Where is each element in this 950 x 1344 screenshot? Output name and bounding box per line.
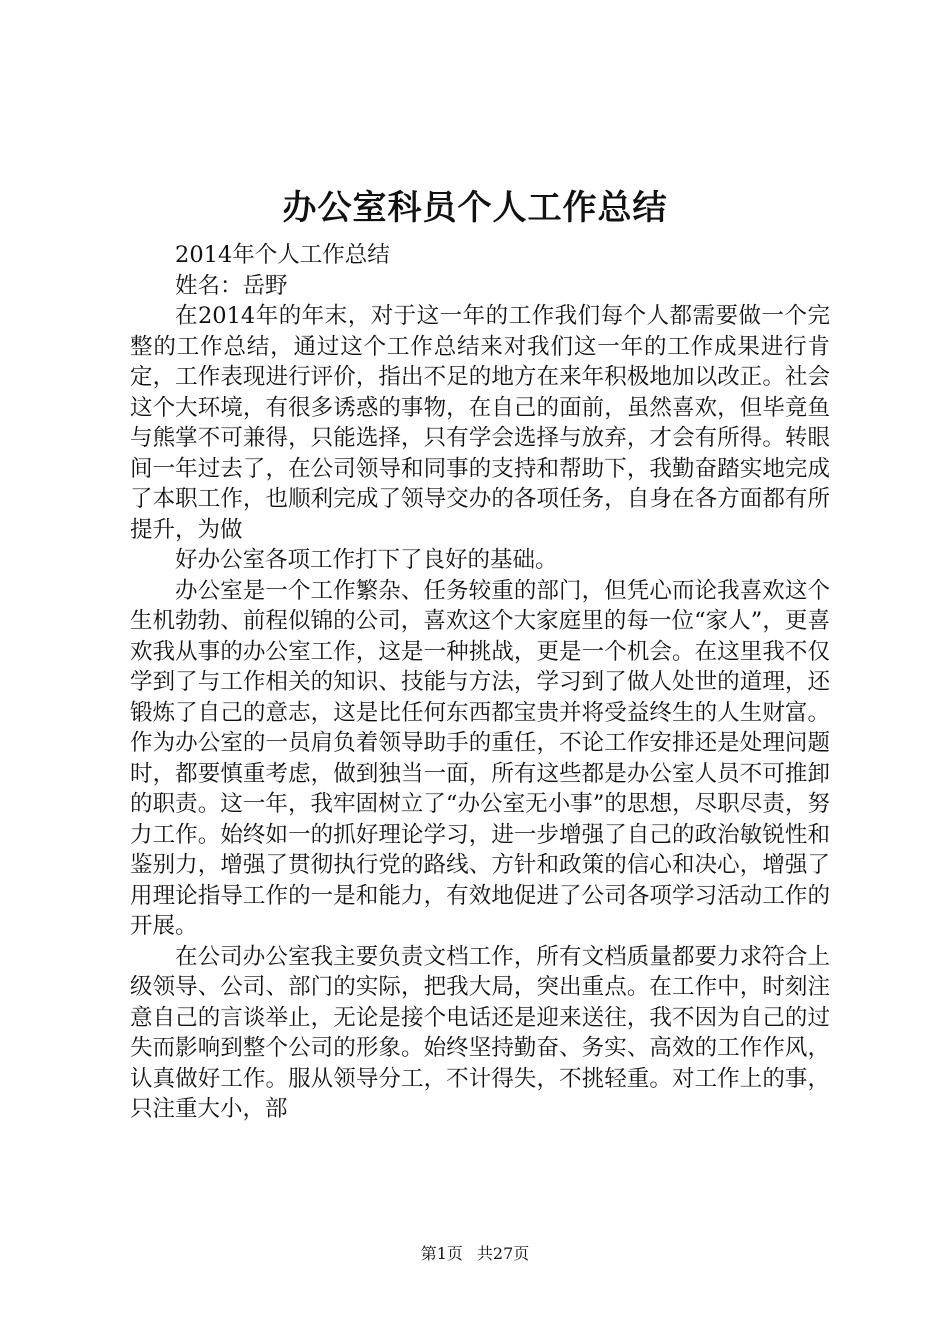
author-name-line: 姓名：岳野 <box>175 272 288 299</box>
subtitle-year-summary: 2014年个人工作总结 <box>175 242 390 268</box>
page-footer <box>0 1243 950 1265</box>
document-body <box>130 240 830 1125</box>
body-paragraph: 办公室是一个工作繁杂、任务较重的部门，但凭心而论我喜欢这个生机勃勃、前程似锦的公司，喜欢这个大家庭里的每一位“家人”，更喜欢我从事的办公室工作，这是一种挑战，更是一个机会。在这里我不仅学到了与工作相关的知识、技能与方法，学习到了做人处世的道理，还锻炼了自己的意志，这是比任何东西都宝贵并将受益终生的人生财富。作为办公室的一员肩负着领导助手的重任，不论工作安排还是处理问题时，都要慎重考虑，做到独当一面，所有这些都是办公室人员不可推卸的职责。这一年，我牢固树立了“办公室无小事”的思想，尽职尽责，努力工作。始终如一的抓好理论学习，进一步增强了自己的政治敏锐性和鉴别力，增强了贯彻执行党的路线、方针和政策的信心和决心，增强了用理论指导工作的一是和能力，有效地促进了公司各项学习活动工作的开展。 <box>130 577 830 939</box>
body-paragraph: 在公司办公室我主要负责文档工作，所有文档质量都要力求符合上级领导、公司、部门的实际，把我大局，突出重点。在工作中，时刻注意自己的言谈举止，无论是接个电话还是迎来送往，我不因为自己的过失而影响到整个公司的形象。始终坚持勤奋、务实、高效的工作作风，认真做好工作。服从领导分工，不计得失，不挑轻重。对工作上的事，只注重大小，部 <box>130 943 830 1122</box>
page-total: 共27页 <box>476 1244 530 1263</box>
document-title: 办公室科员个人工作总结 <box>282 188 668 228</box>
page-number: 第1页 <box>420 1244 463 1263</box>
body-paragraph: 在2014年的年末，对于这一年的工作我们每个人都需要做一个完整的工作总结，通过这个工作总结来对我们这一年的工作成果进行肯定，工作表现进行评价，指出不足的地方在来年积极地加以改正。社会这个大环境，有很多诱惑的事物，在自己的面前，虽然喜欢，但毕竟鱼与熊掌不可兼得，只能选择，只有学会选择与放弃，才会有所得。转眼间一年过去了，在公司领导和同事的支持和帮助下，我勤奋踏实地完成了本职工作，也顺利完成了领导交办的各项任务，自身在各方面都有所提升，为做 <box>130 303 830 543</box>
body-paragraph: 好办公室各项工作打下了良好的基础。 <box>175 547 558 573</box>
